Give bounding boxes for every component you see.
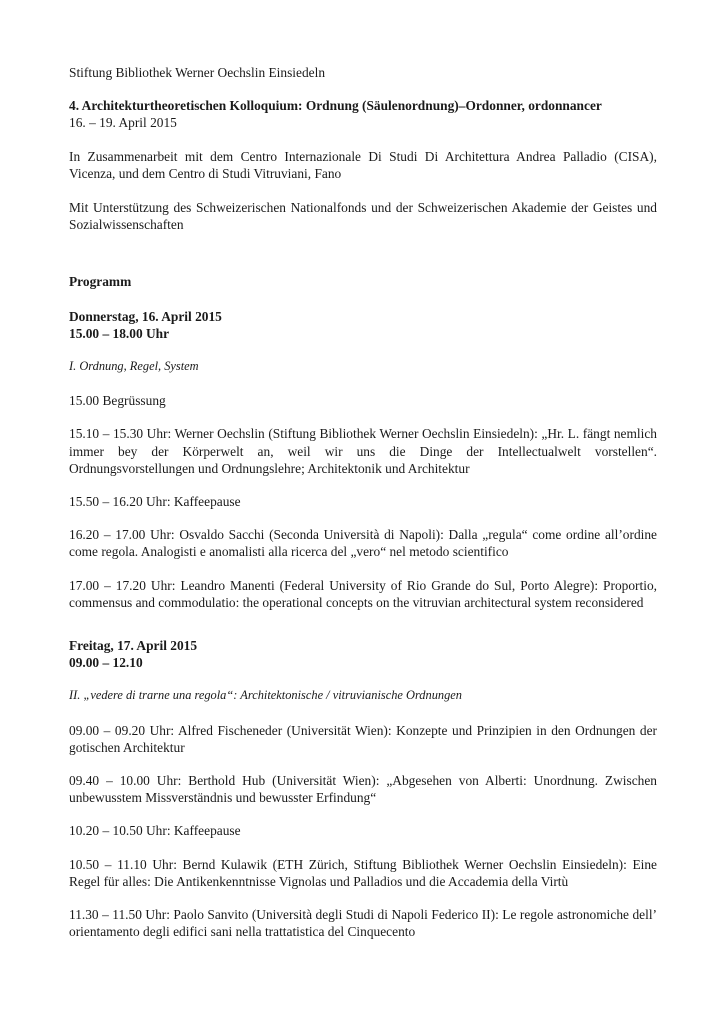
support-note: Mit Unterstützung des Schweizerischen Nationalfonds und der Schweizerischen Akademie der Geistes und Sozialwissenschaften: [69, 200, 657, 233]
day-header: [69, 308, 657, 342]
institution-name: Stiftung Bibliothek Werner Oechslin Einsiedeln: [69, 65, 326, 80]
document-page: [69, 64, 657, 941]
program-entry: 16.20 – 17.00 Uhr: Osvaldo Sacchi (Seconda Università di Napoli): Dalla „regula“ come ordine all’ordine come regola. Analogisti e anomalisti alla ricerca del „vero“ nel metodo scientifico: [69, 527, 657, 560]
program-entry: 15.50 – 16.20 Uhr: Kaffeepause: [69, 494, 241, 510]
program-entry: 17.00 – 17.20 Uhr: Leandro Manenti (Federal University of Rio Grande do Sul, Porto Alegre): Proportio, commensus and commodulatio: the operational concepts on the vitruvian architectural system reconsidered: [69, 577, 657, 610]
day-date: Freitag, 17. April 2015: [69, 638, 198, 654]
program-entry: 10.50 – 11.10 Uhr: Bernd Kulawik (ETH Zürich, Stiftung Bibliothek Werner Oechslin Einsiedeln): Eine Regel für alles: Die Antikenkenntnisse Vignolas und Palladios und die Accademia della Virtù: [69, 856, 657, 889]
colloquium-title: 4. Architekturtheoretischen Kolloquium: Ordnung (Säulenordnung)–Ordonner, ordonnancer: [69, 98, 602, 114]
day-time: 09.00 – 12.10: [69, 655, 143, 671]
colloquium-dates: 16. – 19. April 2015: [69, 115, 177, 131]
day-date: Donnerstag, 16. April 2015: [69, 308, 222, 324]
program-entry: 10.20 – 10.50 Uhr: Kaffeepause: [69, 823, 241, 839]
section-title: I. Ordnung, Regel, System: [69, 359, 199, 374]
section-title: II. „vedere di trarne una regola“: Architektonische / vitruvianische Ordnungen: [69, 688, 462, 703]
colloquium-title-block: [69, 97, 657, 131]
program-entry: 09.00 – 09.20 Uhr: Alfred Fischeneder (Universität Wien): Konzepte und Prinzipien in den Ordnungen der gotischen Architektur: [69, 722, 657, 755]
program-heading: Programm: [69, 274, 132, 290]
program-entry: 09.40 – 10.00 Uhr: Berthold Hub (Universität Wien): „Abgesehen von Alberti: Unordnung. Zwischen unbewusstem Missverständnis und bewusster Erfindung“: [69, 773, 657, 806]
day-header: [69, 637, 657, 671]
program-entry: 15.10 – 15.30 Uhr: Werner Oechslin (Stiftung Bibliothek Werner Oechslin Einsiedeln): „Hr. L. fängt nemlich immer bey der Körperwelt an, weil wir uns die Dinge der Intellectualwelt vorstellen“. Ordnungsvorstellungen und Ordnungslehre; Architektonik und Architektur: [69, 426, 657, 476]
cooperation-note: In Zusammenarbeit mit dem Centro Internazionale Di Studi Di Architettura Andrea Palladio (CISA), Vicenza, und dem Centro di Studi Vitruviani, Fano: [69, 148, 657, 181]
program-entry: 11.30 – 11.50 Uhr: Paolo Sanvito (Università degli Studi di Napoli Federico II): Le regole astronomiche dell’ orientamento degli edifici sani nella trattatistica del Cinquecento: [69, 907, 657, 940]
program-entry: 15.00 Begrüssung: [69, 393, 166, 409]
day-time: 15.00 – 18.00 Uhr: [69, 325, 170, 341]
